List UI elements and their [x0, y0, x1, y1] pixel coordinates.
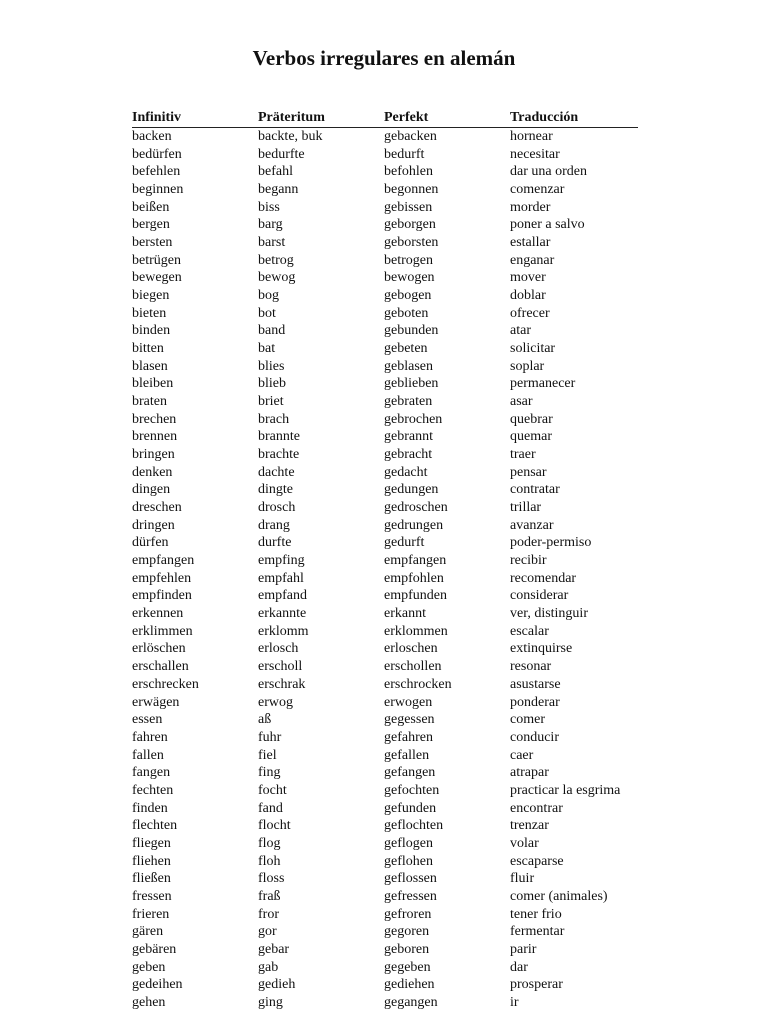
infinitiv-cell: befehlen: [132, 164, 181, 180]
prateritum-cell: ging: [258, 994, 283, 1010]
traduccion-cell: necesitar: [510, 146, 560, 162]
perfekt-cell: gebacken: [384, 129, 437, 144]
traduccion-cell: atar: [510, 323, 531, 339]
table-row: [132, 906, 638, 924]
table-row: [132, 941, 638, 959]
table-row: [132, 800, 638, 818]
perfekt-cell: geblieben: [384, 376, 439, 392]
infinitiv-cell: brennen: [132, 429, 178, 445]
perfekt-cell: gefunden: [384, 800, 437, 816]
infinitiv-cell: erschallen: [132, 659, 189, 675]
prateritum-cell: dachte: [258, 464, 295, 480]
prateritum-cell: erklomm: [258, 623, 309, 639]
traduccion-cell: enganar: [510, 252, 555, 268]
infinitiv-cell: fliegen: [132, 835, 171, 851]
perfekt-cell: erwogen: [384, 694, 433, 710]
prateritum-cell: empfahl: [258, 570, 304, 586]
perfekt-cell: gedroschen: [384, 500, 448, 516]
traduccion-cell: conducir: [510, 729, 559, 745]
infinitiv-cell: beginnen: [132, 182, 184, 198]
prateritum-cell: bog: [258, 288, 279, 304]
table-row: [132, 959, 638, 977]
infinitiv-cell: bleiben: [132, 376, 174, 392]
infinitiv-cell: bitten: [132, 341, 164, 357]
page-title: Verbos irregulares en alemán: [252, 46, 516, 70]
infinitiv-cell: erkennen: [132, 606, 184, 622]
perfekt-cell: gegessen: [384, 712, 435, 728]
prateritum-cell: begann: [258, 182, 299, 198]
prateritum-cell: aß: [258, 712, 272, 728]
perfekt-cell: empfangen: [384, 553, 447, 569]
table-row: [132, 252, 638, 270]
infinitiv-cell: bersten: [132, 235, 173, 251]
column-header-prateritum: Präteritum: [258, 110, 325, 125]
traduccion-cell: soplar: [510, 358, 545, 374]
table-row: [132, 269, 638, 287]
perfekt-cell: erschrocken: [384, 676, 452, 692]
prateritum-cell: erwog: [258, 694, 293, 710]
table-row: [132, 375, 638, 393]
perfekt-cell: gedungen: [384, 482, 439, 498]
perfekt-cell: gegangen: [384, 994, 438, 1010]
prateritum-cell: backte, buk: [258, 129, 323, 144]
prateritum-cell: brachte: [258, 447, 300, 463]
perfekt-cell: geboren: [384, 941, 430, 957]
infinitiv-cell: denken: [132, 464, 173, 480]
prateritum-cell: brannte: [258, 429, 300, 445]
table-row: [132, 570, 638, 588]
perfekt-cell: gebrochen: [384, 411, 443, 427]
prateritum-cell: gor: [258, 924, 277, 940]
traduccion-cell: solicitar: [510, 341, 556, 357]
perfekt-cell: gedrungen: [384, 517, 444, 533]
prateritum-cell: erschrak: [258, 676, 306, 692]
perfekt-cell: geborsten: [384, 235, 439, 251]
perfekt-cell: gebraten: [384, 394, 433, 410]
traduccion-cell: recomendar: [510, 570, 577, 586]
table-row: [132, 870, 638, 888]
prateritum-cell: flocht: [258, 818, 291, 834]
traduccion-cell: comenzar: [510, 182, 565, 198]
perfekt-cell: gedurft: [384, 535, 425, 551]
traduccion-cell: ir: [510, 994, 519, 1010]
infinitiv-cell: bedürfen: [132, 146, 182, 162]
table-row: [132, 499, 638, 517]
traduccion-cell: poner a salvo: [510, 217, 585, 233]
traduccion-cell: permanecer: [510, 376, 576, 392]
infinitiv-cell: dürfen: [132, 535, 169, 551]
table-row: [132, 605, 638, 623]
infinitiv-cell: bewegen: [132, 270, 182, 286]
traduccion-cell: atrapar: [510, 765, 549, 781]
table-row: [132, 181, 638, 199]
table-row: [132, 322, 638, 340]
prateritum-cell: fing: [258, 765, 281, 781]
traduccion-cell: considerar: [510, 588, 569, 604]
traduccion-cell: volar: [510, 835, 539, 851]
traduccion-cell: dar una orden: [510, 164, 587, 180]
perfekt-cell: gefallen: [384, 747, 430, 763]
table-row: [132, 199, 638, 217]
perfekt-cell: geflohen: [384, 853, 433, 869]
infinitiv-cell: erschrecken: [132, 676, 199, 692]
table-row: [132, 729, 638, 747]
prateritum-cell: gedieh: [258, 977, 296, 993]
prateritum-cell: gab: [258, 959, 279, 975]
prateritum-cell: band: [258, 323, 286, 339]
traduccion-cell: estallar: [510, 235, 551, 251]
table-row: [132, 623, 638, 641]
infinitiv-cell: biegen: [132, 288, 170, 304]
table-row: [132, 658, 638, 676]
infinitiv-cell: backen: [132, 129, 172, 144]
infinitiv-cell: dringen: [132, 517, 175, 533]
prateritum-cell: brach: [258, 411, 290, 427]
prateritum-cell: briet: [258, 394, 284, 410]
perfekt-cell: begonnen: [384, 182, 439, 198]
prateritum-cell: fand: [258, 800, 283, 816]
infinitiv-cell: betrügen: [132, 252, 181, 268]
infinitiv-cell: brechen: [132, 411, 177, 427]
perfekt-cell: gediehen: [384, 977, 435, 993]
prateritum-cell: barst: [258, 235, 286, 251]
perfekt-cell: gebrannt: [384, 429, 433, 445]
prateritum-cell: flog: [258, 835, 281, 851]
traduccion-cell: comer (animales): [510, 888, 608, 904]
traduccion-cell: ver, distinguir: [510, 606, 588, 622]
prateritum-cell: floss: [258, 871, 285, 887]
table-row: [132, 534, 638, 552]
traduccion-cell: pensar: [510, 464, 547, 480]
prateritum-cell: gebar: [258, 941, 290, 957]
infinitiv-cell: geben: [132, 959, 166, 975]
traduccion-cell: practicar la esgrima: [510, 782, 621, 798]
column-header-infinitiv: Infinitiv: [132, 110, 182, 125]
infinitiv-cell: gehen: [132, 994, 166, 1010]
table-row: [132, 835, 638, 853]
traduccion-cell: morder: [510, 199, 551, 215]
table-row: [132, 994, 638, 1012]
perfekt-cell: erschollen: [384, 659, 442, 675]
perfekt-cell: erkannt: [384, 606, 426, 622]
traduccion-cell: extinquirse: [510, 641, 573, 657]
table-row: [132, 481, 638, 499]
perfekt-cell: gefochten: [384, 782, 440, 798]
traduccion-cell: trenzar: [510, 818, 549, 834]
prateritum-cell: erscholl: [258, 659, 303, 675]
prateritum-cell: erkannte: [258, 606, 307, 622]
perfekt-cell: empfohlen: [384, 570, 444, 586]
table-row: [132, 640, 638, 658]
table-row: [132, 393, 638, 411]
traduccion-cell: ofrecer: [510, 305, 550, 321]
table-row: [132, 747, 638, 765]
table-row: [132, 517, 638, 535]
perfekt-cell: geflogen: [384, 835, 433, 851]
infinitiv-cell: blasen: [132, 358, 168, 374]
infinitiv-cell: dreschen: [132, 500, 182, 516]
prateritum-cell: empfand: [258, 588, 307, 604]
table-row: [132, 287, 638, 305]
prateritum-cell: durfte: [258, 535, 292, 551]
infinitiv-cell: gären: [132, 924, 164, 940]
infinitiv-cell: bergen: [132, 217, 170, 233]
column-header-traduccion: Traducción: [510, 110, 579, 125]
perfekt-cell: betrogen: [384, 252, 433, 268]
infinitiv-cell: frieren: [132, 906, 170, 922]
perfekt-cell: gegeben: [384, 959, 431, 975]
perfekt-cell: geflossen: [384, 871, 437, 887]
infinitiv-cell: erlöschen: [132, 641, 186, 657]
perfekt-cell: erklommen: [384, 623, 448, 639]
table-row: [132, 234, 638, 252]
traduccion-cell: resonar: [510, 659, 552, 675]
prateritum-cell: blieb: [258, 376, 286, 392]
prateritum-cell: bat: [258, 341, 276, 357]
perfekt-cell: bewogen: [384, 270, 435, 286]
perfekt-cell: gebeten: [384, 341, 428, 357]
table-row: [132, 128, 638, 146]
table-row: [132, 358, 638, 376]
traduccion-cell: comer: [510, 712, 545, 728]
traduccion-cell: prosperar: [510, 977, 563, 993]
traduccion-cell: contratar: [510, 482, 560, 498]
column-header-perfekt: Perfekt: [384, 110, 429, 125]
perfekt-cell: gebunden: [384, 323, 439, 339]
perfekt-cell: gefangen: [384, 765, 436, 781]
table-row: [132, 552, 638, 570]
traduccion-cell: asar: [510, 394, 533, 410]
table-row: [132, 888, 638, 906]
traduccion-cell: recibir: [510, 553, 547, 569]
traduccion-cell: escalar: [510, 623, 549, 639]
traduccion-cell: dar: [510, 959, 528, 975]
perfekt-cell: gefressen: [384, 888, 437, 904]
infinitiv-cell: empfehlen: [132, 570, 192, 586]
perfekt-cell: geblasen: [384, 358, 433, 374]
table-row: [132, 853, 638, 871]
perfekt-cell: gedacht: [384, 464, 428, 480]
prateritum-cell: focht: [258, 782, 287, 798]
infinitiv-cell: essen: [132, 712, 163, 728]
table-row: [132, 694, 638, 712]
verb-table: [132, 108, 638, 1012]
prateritum-cell: bedurfte: [258, 146, 305, 162]
traduccion-cell: mover: [510, 270, 546, 286]
perfekt-cell: empfunden: [384, 588, 447, 604]
table-row: [132, 711, 638, 729]
prateritum-cell: befahl: [258, 164, 293, 180]
traduccion-cell: fermentar: [510, 924, 565, 940]
table-row: [132, 782, 638, 800]
infinitiv-cell: gebären: [132, 941, 177, 957]
perfekt-cell: gegoren: [384, 924, 430, 940]
infinitiv-cell: flechten: [132, 818, 178, 834]
infinitiv-cell: empfangen: [132, 553, 195, 569]
table-row: [132, 764, 638, 782]
prateritum-cell: dingte: [258, 482, 293, 498]
infinitiv-cell: binden: [132, 323, 171, 339]
perfekt-cell: bedurft: [384, 146, 425, 162]
traduccion-cell: quebrar: [510, 411, 553, 427]
traduccion-cell: quemar: [510, 429, 552, 445]
infinitiv-cell: fangen: [132, 765, 171, 781]
table-row: [132, 923, 638, 941]
perfekt-cell: gefroren: [384, 906, 432, 922]
traduccion-cell: fluir: [510, 871, 535, 887]
prateritum-cell: barg: [258, 217, 283, 233]
infinitiv-cell: gedeihen: [132, 977, 183, 993]
table-body: [132, 128, 638, 1012]
prateritum-cell: floh: [258, 853, 281, 869]
traduccion-cell: tener frio: [510, 906, 562, 922]
perfekt-cell: befohlen: [384, 164, 433, 180]
table-row: [132, 305, 638, 323]
table-row: [132, 340, 638, 358]
table-row: [132, 817, 638, 835]
table-header: [132, 108, 638, 128]
table-row: [132, 216, 638, 234]
table-row: [132, 411, 638, 429]
prateritum-cell: betrog: [258, 252, 294, 268]
infinitiv-cell: dingen: [132, 482, 171, 498]
infinitiv-cell: bieten: [132, 305, 167, 321]
table-row: [132, 464, 638, 482]
perfekt-cell: gebissen: [384, 199, 433, 215]
traduccion-cell: encontrar: [510, 800, 563, 816]
prateritum-cell: fraß: [258, 888, 281, 904]
infinitiv-cell: beißen: [132, 199, 170, 215]
table-row: [132, 163, 638, 181]
perfekt-cell: gebracht: [384, 447, 433, 463]
infinitiv-cell: empfinden: [132, 588, 192, 604]
infinitiv-cell: bringen: [132, 447, 175, 463]
traduccion-cell: traer: [510, 447, 536, 463]
traduccion-cell: avanzar: [510, 517, 554, 533]
perfekt-cell: gebogen: [384, 288, 432, 304]
traduccion-cell: doblar: [510, 288, 546, 304]
prateritum-cell: fror: [258, 906, 279, 922]
infinitiv-cell: fressen: [132, 888, 172, 904]
infinitiv-cell: erklimmen: [132, 623, 193, 639]
infinitiv-cell: fliehen: [132, 853, 171, 869]
infinitiv-cell: fahren: [132, 729, 168, 745]
perfekt-cell: geboten: [384, 305, 429, 321]
table-row: [132, 587, 638, 605]
prateritum-cell: bot: [258, 305, 276, 321]
prateritum-cell: fuhr: [258, 729, 282, 745]
traduccion-cell: asustarse: [510, 676, 561, 692]
prateritum-cell: bewog: [258, 270, 296, 286]
prateritum-cell: empfing: [258, 553, 305, 569]
table-row: [132, 676, 638, 694]
prateritum-cell: drosch: [258, 500, 296, 516]
traduccion-cell: hornear: [510, 129, 553, 144]
infinitiv-cell: fallen: [132, 747, 164, 763]
traduccion-cell: escaparse: [510, 853, 564, 869]
prateritum-cell: erlosch: [258, 641, 299, 657]
infinitiv-cell: erwägen: [132, 694, 180, 710]
table-row: [132, 146, 638, 164]
perfekt-cell: geflochten: [384, 818, 444, 834]
perfekt-cell: gefahren: [384, 729, 433, 745]
infinitiv-cell: fechten: [132, 782, 174, 798]
table-row: [132, 446, 638, 464]
traduccion-cell: trillar: [510, 500, 542, 516]
prateritum-cell: biss: [258, 199, 280, 215]
prateritum-cell: fiel: [258, 747, 277, 763]
traduccion-cell: caer: [510, 747, 534, 763]
infinitiv-cell: fließen: [132, 871, 171, 887]
table-row: [132, 976, 638, 994]
infinitiv-cell: finden: [132, 800, 168, 816]
prateritum-cell: blies: [258, 358, 285, 374]
prateritum-cell: drang: [258, 517, 290, 533]
infinitiv-cell: braten: [132, 394, 167, 410]
perfekt-cell: erloschen: [384, 641, 438, 657]
traduccion-cell: ponderar: [510, 694, 560, 710]
perfekt-cell: geborgen: [384, 217, 436, 233]
table-row: [132, 428, 638, 446]
traduccion-cell: poder-permiso: [510, 535, 592, 551]
traduccion-cell: parir: [510, 941, 537, 957]
